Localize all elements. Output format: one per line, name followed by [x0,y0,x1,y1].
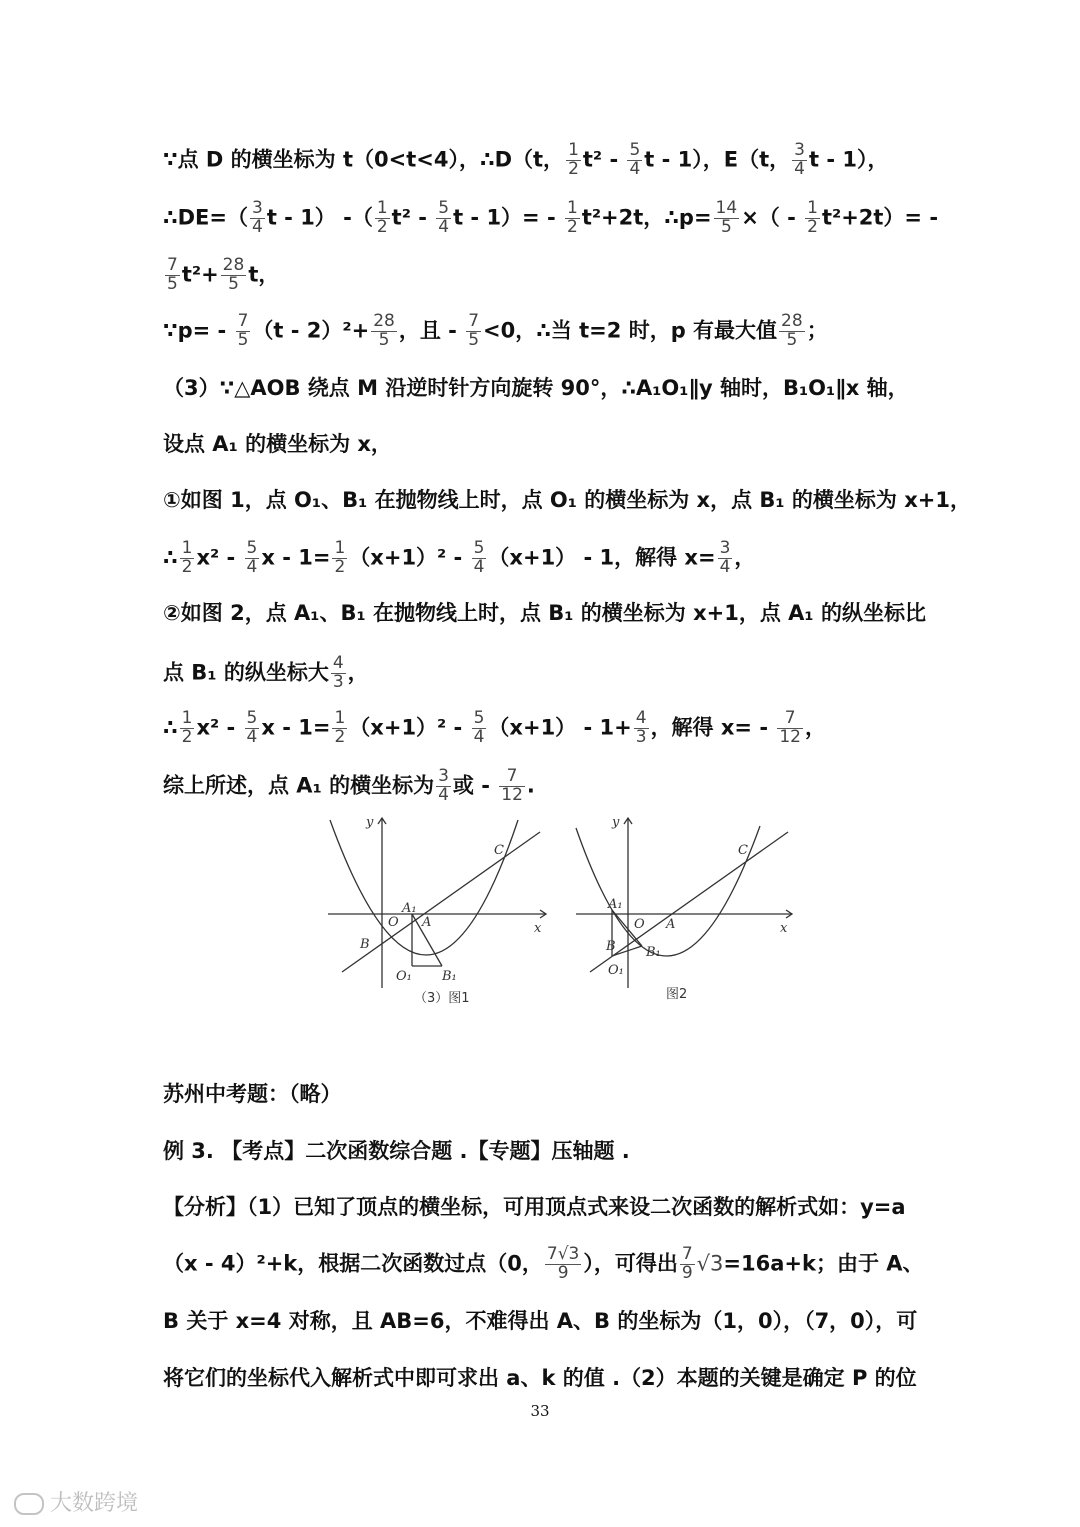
text-line-6: 设点 A₁ 的横坐标为 x， [163,432,392,456]
text-line-17: B 关于 x=4 对称，且 AB=6，不难得出 A、B 的坐标为（1，0），（7，0），可 [163,1309,918,1333]
page-number: 33 [530,1402,550,1420]
text-line-16: （x - 4）²+k，根据二次函数过点（0， $\frac{7√3}{9}$ ），可得出 $\frac{7}{9}$ √3=16a+k；由于 A、 [163,1244,924,1283]
fraction: $\frac{1}{2}$ [568,140,579,179]
label-a1: A₁ [608,897,623,912]
label-x: x [780,921,788,936]
segment-o1b1 [612,946,642,956]
text-line-18: 将它们的坐标代入解析式中即可求出 a、k 的值 .（2）本题的关键是确定 P 的位 [163,1366,917,1390]
text-line-11: ∴ $\frac{1}{2}$ x² - $\frac{5}{4}$ x - 1= $\frac{1}{2}$ （x+1）² - $\frac{5}{4}$ （x+1） - 1+ $\frac{4}{3}$ ，解得 x= - $\frac{7}{12}$ ， [163,708,826,747]
fraction: $\frac{3}{4}$ [794,140,805,179]
label-a: A [422,915,432,930]
label-a: A [666,917,676,932]
text-line-1 [163,142,889,179]
label-b1: B₁ [442,969,457,984]
label-a1: A₁ [402,901,417,916]
text: t - 1），E（t， [644,147,791,172]
label-c: C [494,843,504,858]
figure-2-caption: 图2 [666,987,688,1002]
text-line-5: （3）∵△AOB 绕点 M 沿逆时针方向旋转 90°，∴A₁O₁∥y 轴时，B₁O₁∥x 轴， [163,376,909,400]
watermark [14,1486,138,1517]
label-y: y [612,815,620,830]
label-o: O [634,917,645,932]
label-c: C [738,843,748,858]
watermark-logo-icon [14,1493,44,1515]
text-line-13: 苏州中考题：（略） [163,1082,342,1106]
text-line-10: 点 B₁ 的纵坐标大 $\frac{4}{3}$ ， [163,653,369,692]
text: ∵点 D 的横坐标为 t（0<t<4），∴D（t， [163,147,565,172]
figure-2 [566,810,806,1010]
text-line-4: ∵p= - $\frac{7}{5}$ （t - 2）²+ $\frac{28}{5}$ ，且 - $\frac{7}{5}$ <0，∴当 t=2 时，p 有最大值 $\frac{28}{5}$ ； [163,311,828,350]
text-line-2: ∴DE=（ $\frac{3}{4}$ t - 1） -（ $\frac{1}{2}$ t² - $\frac{5}{4}$ t - 1）= - $\frac{1}{2}$ t²+2t，∴p= $\frac{14}{5}$ ×（ - $\frac{1}{2}$ t²+2t）= - [163,198,939,237]
label-x: x [534,921,542,936]
parabola [576,826,760,956]
text-line-15: 【分析】（1）已知了顶点的横坐标，可用顶点式来设二次函数的解析式如：y=a [163,1195,906,1219]
text-line-8: ∴ $\frac{1}{2}$ x² - $\frac{5}{4}$ x - 1= $\frac{1}{2}$ （x+1）² - $\frac{5}{4}$ （x+1） - 1，解得 x= $\frac{3}{4}$ ， [163,538,756,577]
text: t - 1）， [809,147,889,172]
text-line-7: ①如图 1，点 O₁、B₁ 在抛物线上时，点 O₁ 的横坐标为 x，点 B₁ 的横坐标为 x+1， [163,488,971,512]
label-b: B [606,939,616,954]
fraction: $\frac{5}{4}$ [629,140,641,179]
label-b1: B₁ [646,945,661,960]
label-o: O [388,915,399,930]
label-o1: O₁ [608,963,624,978]
text-line-9: ②如图 2，点 A₁、B₁ 在抛物线上时，点 B₁ 的横坐标为 x+1，点 A₁ 的纵坐标比 [163,601,926,625]
watermark-text: 大数跨境 [50,1491,139,1516]
text-line-3: $\frac{7}{5}$ t²+ $\frac{28}{5}$ t， [167,255,280,294]
figure-1 [318,810,558,1010]
label-b: B [360,937,370,952]
text: t² - [582,147,626,172]
label-y: y [366,815,374,830]
label-o1: O₁ [396,969,412,984]
text-line-12: 综上所述，点 A₁ 的横坐标为 $\frac{3}{4}$ 或 - $\frac{7}{12}$ . [163,766,535,805]
figure-1-caption: （3）图1 [414,991,470,1006]
text-line-14: 例 3. 【考点】二次函数综合题 .【专题】压轴题 . [163,1139,630,1163]
